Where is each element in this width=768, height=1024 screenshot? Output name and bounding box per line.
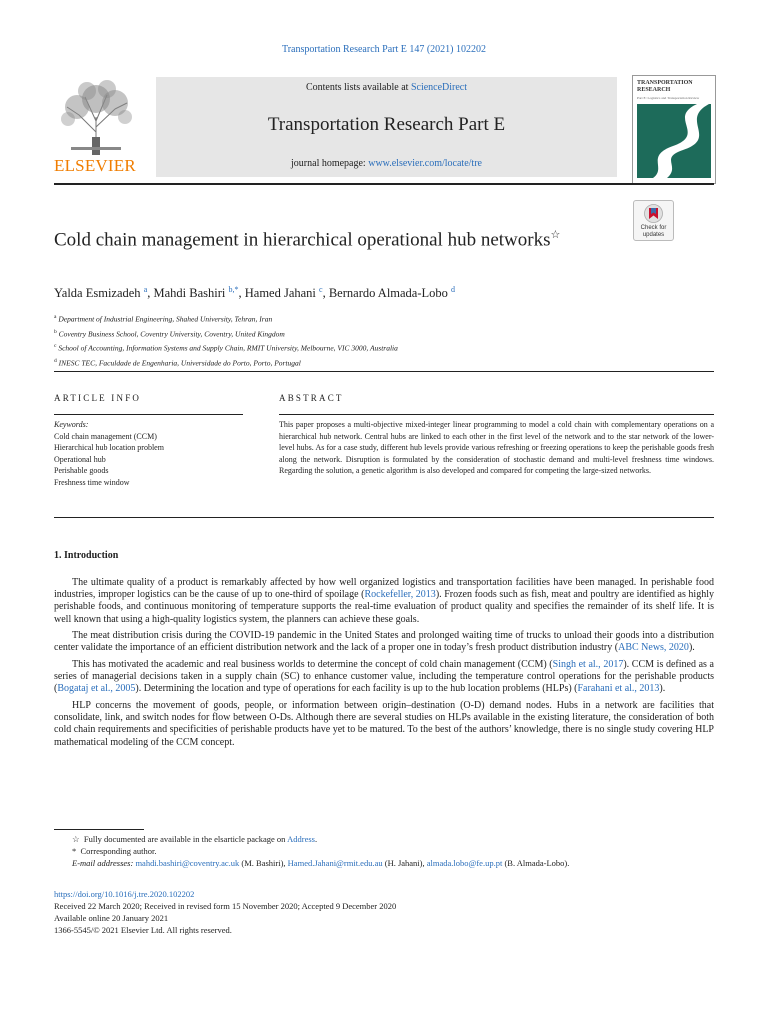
affiliation-item [54,340,398,355]
contents-prefix: Contents lists available at [305,82,411,93]
author-affiliation-mark[interactable]: b,* [228,285,239,294]
introduction-body [54,577,714,753]
keyword-item: Cold chain management (CCM) [54,431,157,441]
affiliation-mark: d [54,357,57,364]
journal-citation[interactable] [0,44,768,55]
elsevier-wordmark: ELSEVIER [54,156,136,175]
journal-title: Transportation Research Part E [267,114,506,135]
paragraph-text: ). CCM is defined as a series of managerial decisions taken in a supply chain (SC) to enhance customer value, including the temperature control operations for the perishable products ( [54,659,714,695]
affiliation-item [54,355,398,370]
publication-info [54,888,396,936]
elsevier-logo[interactable] [54,77,140,177]
email-link[interactable]: mahdi.bashiri@coventry.ac.uk [135,858,240,868]
email-owner: (M. Bashiri) [241,858,284,868]
article-title [54,224,574,251]
keywords-block [54,419,164,488]
citation-link[interactable]: Farahani et al., 2013 [577,683,660,695]
copyright: 1366-5545/© 2021 Elsevier Ltd. All rights reserved. [54,925,232,935]
citation-link[interactable]: Singh et al., 2017 [552,659,624,670]
crossmark-label: Check for updates [640,225,667,238]
email-link[interactable]: Hamed.Jahani@rmit.edu.au [287,858,383,868]
keyword-item: Perishable goods [54,466,109,475]
citation-link[interactable]: ABC News, 2020 [618,642,689,654]
footnotes [54,833,714,869]
author-name[interactable]: Yalda Esmizadeh [54,286,141,301]
header-rule [54,183,714,185]
author-list: Yalda Esmizadeh $^a$, Mahdi Bashiri $^{b,*}$, Hamed Jahani $^c$, Bernardo Almada-Lobo $^d$ [54,285,456,301]
citation-link[interactable]: Rockefeller, 2013 [364,589,436,601]
paragraph-text: ). Determining the location and type of operations for each facility is up to the hub location problems (HLPs) ( [135,683,578,695]
homepage-link[interactable]: www.elsevier.com/locate/tre [368,158,482,169]
paragraph-text: ). [659,683,666,695]
keywords-rule [54,414,243,415]
cover-subtitle: Part E: Logistics and Transportation Review [637,96,700,100]
cover-title: TRANSPORTATION RESEARCH [637,80,693,93]
abstract-heading: ABSTRACT [279,393,344,403]
paragraph [54,577,714,626]
affiliation-mark: c [54,343,57,349]
abstract-text: This paper proposes a multi-objective mixed-integer linear programming to model a cold chain with complementary operations on a hierarchical hub network. Central hubs are linked to each other in the first level of the network and to the star network of the lower-level hubs. As for a case study, different hub levels provide various refreshing or freezing operations to keep the perishable goods fresh along the network. Disruption is formulated by the consideration of stochastic demand and multi-level freshness time windows. Regarding the solution, a genetic algorithm is also developed and compared for competing the large-sized networks. [279,420,714,476]
paragraph [54,630,714,654]
corresponding-footnote: * Corresponding author. [72,846,157,856]
affiliation-mark: a [54,314,57,320]
email-footnote: E-mail addresses: mahdi.bashiri@coventry.ac.uk (M. Bashiri), Hamed.Jahani@rmit.edu.au (H. Jahani), almada.lobo@fe.up.pt (B. Almada-Lobo). [72,858,570,868]
email-owner: (B. Almada-Lobo) [504,858,568,868]
affiliation-list [54,311,398,369]
paragraph-text: HLP concerns the movement of goods, people, or information between origin–destination (O-D) demand nodes. Hubs in a network are facilities that consolidate, link, and switch nodes for flow between O-Ds. Although there are several studies on HLPs available in the existing literature, the consideration of both cold chain requirements and specificities of perishable products have yet to be matured. To the best of the authors’ knowledge, there is no single study covering HLP mathematical modeling of the CCM concept. [54,700,714,748]
email-label: E-mail addresses: [72,858,136,868]
author-name[interactable]: Hamed Jahani [244,286,316,301]
article-info-heading: ARTICLE INFO [54,393,142,403]
introduction-heading: 1. Introduction [54,550,119,561]
journal-citation-link[interactable]: Transportation Research Part E 147 (2021) 102202 [281,44,487,55]
affiliation-text: Coventry Business School, Coventry University, Coventry, United Kingdom [58,329,285,338]
author-name[interactable]: Bernardo Almada-Lobo [328,286,448,301]
paragraph-text: This has motivated the academic and real business worlds to determine the concept of cold chain management (CCM) ( [72,659,553,670]
footnote-text: Corresponding author. [80,846,157,856]
elsevier-tree-logo [57,77,135,157]
keyword-item: Hierarchical hub location problem [54,443,164,452]
keywords-label: Keywords: [54,420,89,429]
available-online: Available online 20 January 2021 [54,913,169,923]
affiliation-mark: b [54,328,57,335]
paragraph-text: The meat distribution crisis during the COVID-19 pandemic in the United States and prolonged waiting time of trucks to unload their goods into a distribution center validate the importance of an efficient distribution network and the lack of a proper one in today’s fresh product distribution industry ( [54,630,714,654]
title-footnote: ☆ Fully documented are available in the elsarticle package on Address. [72,834,318,844]
contents-line [156,82,617,93]
citation-link[interactable]: Bogataj et al., 2005 [57,683,136,695]
received-dates: Received 22 March 2020; Received in revised form 15 November 2020; Accepted 9 December 2020 [54,901,397,911]
author-affiliation-mark[interactable]: d [451,285,456,294]
paragraph [54,700,714,749]
paragraph-text: ). [688,642,695,654]
email-owner: (H. Jahani) [384,858,423,868]
homepage-line [156,158,617,169]
affiliation-text: School of Accounting, Information Systems and Supply Chain, RMIT University, Melbourne, VIC 3000, Australia [58,343,398,353]
affiliation-item [54,311,398,326]
paragraph-text: The ultimate quality of a product is remarkably affected by how well organized logistics and transportation facilities have been managed. In perishable food industries, improper logistics can be the cause of up to one-third of spoilage ( [54,577,714,601]
keyword-item: Freshness time window [54,477,130,487]
sciencedirect-link[interactable]: ScienceDirect [410,82,468,93]
abstract-bottom-rule [54,517,714,518]
footnote-text: Fully documented are available in the elsarticle package on [83,834,288,844]
paragraph-text: ). Frozen foods such as fish, meat and poultry are identified as highly perishable foods, and continuous monitoring of temperature supports the real-time evaluation of product quality and specifies the remainder of its shelf life. It is well known that using a high-quality logistics system, the planners can achieve these goals. [54,589,714,625]
article-title-text: Cold chain management in hierarchical operational hub networks [54,229,551,251]
check-for-updates-badge[interactable] [633,200,674,241]
address-link[interactable]: Address [287,834,315,844]
affiliation-text: Department of Industrial Engineering, Shahed University, Tehran, Iran [58,314,273,324]
title-footnote-mark[interactable]: ☆ [550,229,561,241]
author-name[interactable]: Mahdi Bashiri [153,286,226,301]
abstract-rule [279,414,714,415]
journal-cover-image[interactable] [632,75,716,184]
author-affiliation-mark[interactable]: c [319,285,323,294]
author-affiliation-mark[interactable]: a [143,285,148,294]
footnote-rule [54,829,144,830]
email-link[interactable]: almada.lobo@fe.up.pt [426,858,503,868]
homepage-prefix: journal homepage: [291,158,369,169]
paragraph [54,659,714,696]
affiliation-text: INESC TEC, Faculdade de Engenharia, Universidade do Porto, Porto, Portugal [58,358,301,367]
crossmark-icon [644,204,663,224]
keyword-item: Operational hub [54,454,106,464]
cover-road-graphic [637,104,711,178]
doi-link[interactable]: https://doi.org/10.1016/j.tre.2020.102202 [54,889,195,899]
affiliation-item [54,326,398,341]
info-top-rule [54,371,714,372]
